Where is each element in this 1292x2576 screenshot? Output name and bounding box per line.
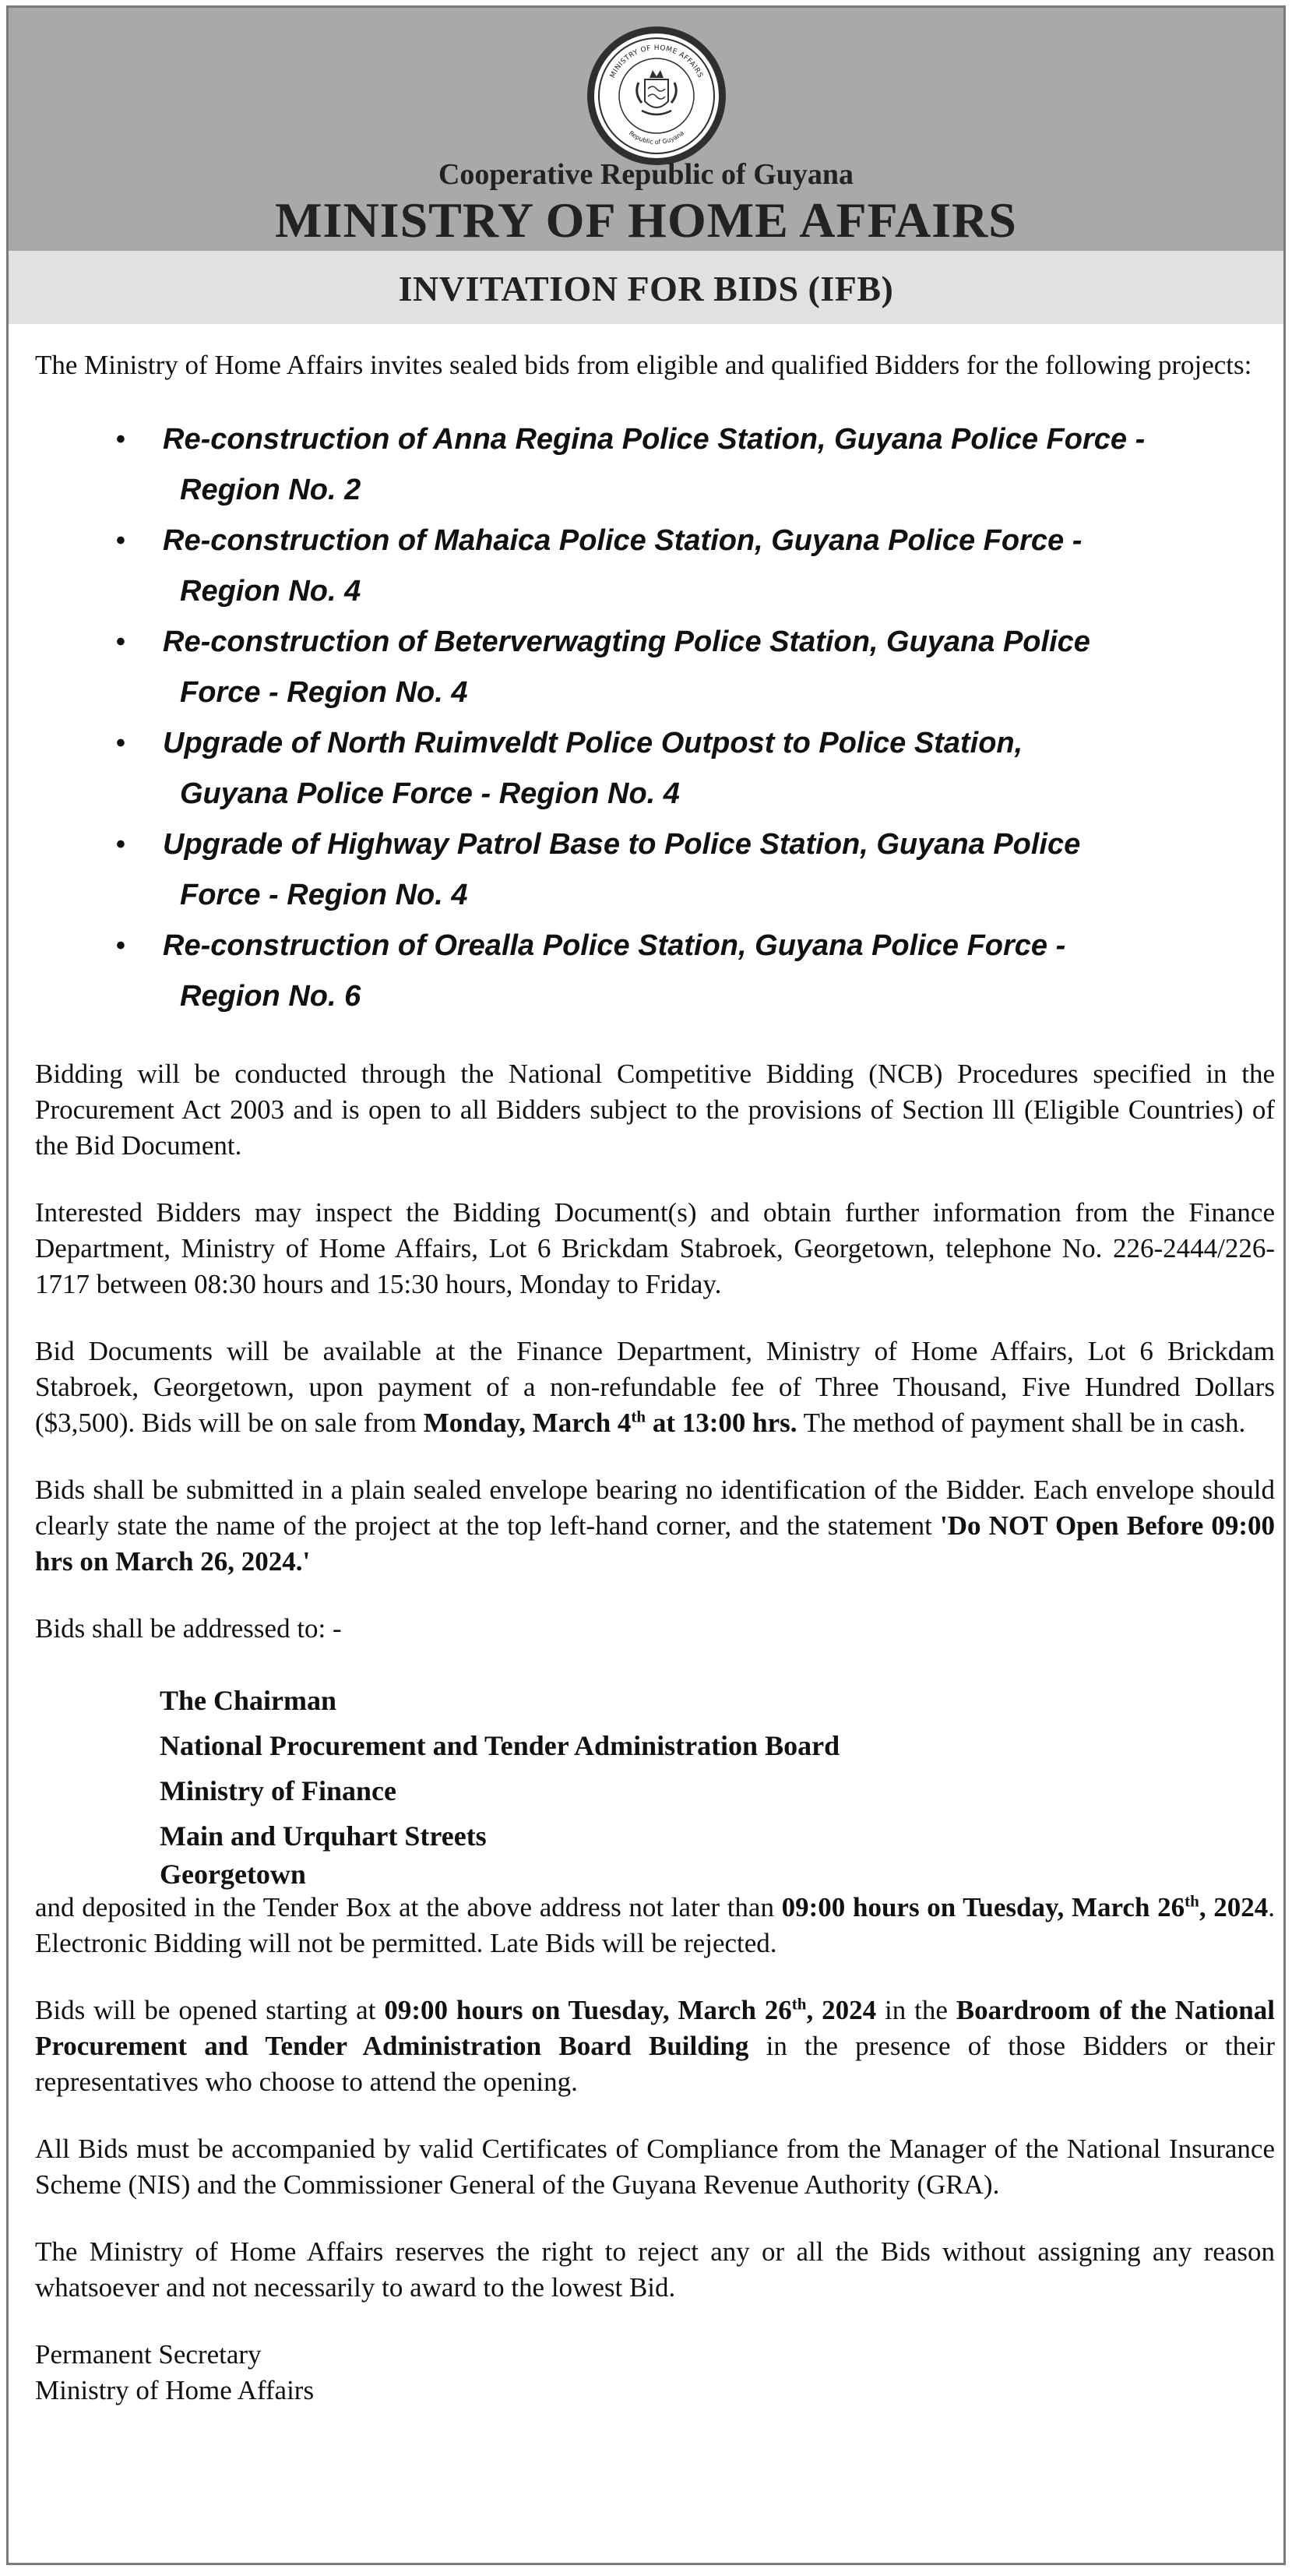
bullet-icon: • — [116, 830, 125, 859]
address-line: Ministry of Finance — [160, 1775, 396, 1806]
opening-text: Bids will be opened starting at — [35, 1995, 385, 2025]
address-line: National Procurement and Tender Administration Board — [160, 1730, 840, 1761]
notice-title: INVITATION FOR BIDS (IFB) — [398, 269, 894, 308]
seal-bottom-text: Republic of Guyana — [627, 129, 686, 146]
project-item — [116, 516, 1275, 617]
deadline-suffix: th — [1185, 1891, 1199, 1911]
ministry-seal-logo — [587, 26, 726, 165]
country-name: Cooperative Republic of Guyana — [438, 158, 854, 191]
sale-time: at 13:00 hrs. — [646, 1408, 797, 1438]
sale-date: Monday, March 4 — [423, 1408, 632, 1438]
address-line: The Chairman — [160, 1685, 337, 1716]
project-item — [116, 819, 1275, 921]
bullet-icon: • — [116, 425, 125, 454]
inspect-paragraph: Interested Bidders may inspect the Bidding Document(s) and obtain further information from the Finance Department, Ministry of Home Affairs, Lot 6 Brickdam Stabroek, Georgetown, telephone No. 226-2444/226-1717 between 08:30 hours and 15:30 hours, Monday to Friday. — [35, 1197, 1275, 1299]
reserve-paragraph: The Ministry of Home Affairs reserves the right to reject any or all the Bids without assigning any reason whatsoever and not necessarily to award to the lowest Bid. — [35, 2236, 1275, 2303]
bullet-icon: • — [116, 526, 125, 555]
project-line-1: Re-construction of Beterverwagting Police Station, Guyana Police — [163, 625, 1090, 658]
seal-top-text: MINISTRY OF HOME AFFAIRS — [609, 44, 704, 79]
payment-text: The method of payment shall be in cash. — [797, 1408, 1246, 1438]
deadline-year: , 2024 — [1199, 1892, 1269, 1922]
project-line-1: Upgrade of Highway Patrol Base to Police Station, Guyana Police — [163, 828, 1081, 861]
project-item — [116, 414, 1275, 516]
opening-paragraph — [35, 1993, 1275, 2100]
notice-body — [35, 347, 1275, 2409]
opening-suffix: th — [791, 1994, 807, 2014]
address-block — [35, 1678, 1275, 1890]
opening-year: , 2024 — [806, 1995, 877, 2025]
envelope-statement: 'Do NOT Open Before 09:00 hrs on March 26, 2024.' — [35, 1510, 1276, 1577]
project-line-2: Region No. 6 — [180, 980, 361, 1013]
project-line-1: Upgrade of North Ruimveldt Police Outpost to Police Station, — [163, 727, 1023, 759]
intro-paragraph: The Ministry of Home Affairs invites sealed bids from eligible and qualified Bidders for the following projects: — [35, 350, 1252, 380]
project-item — [116, 921, 1275, 1022]
bullet-icon: • — [116, 931, 125, 960]
deadline-date: 09:00 hours on Tuesday, March 26 — [781, 1892, 1185, 1922]
address-line: Main and Urquhart Streets — [160, 1820, 487, 1852]
signature-block — [35, 2337, 1275, 2409]
opening-date: 09:00 hours on Tuesday, March 26 — [384, 1995, 792, 2025]
documents-paragraph — [35, 1334, 1275, 1441]
signature-office: Ministry of Home Affairs — [35, 2375, 315, 2405]
ifb-notice — [6, 5, 1286, 2565]
project-line-2: Force - Region No. 4 — [180, 676, 468, 709]
project-line-1: Re-construction of Anna Regina Police Station, Guyana Police Force - — [163, 423, 1146, 456]
bidding-paragraph: Bidding will be conducted through the National Competitive Bidding (NCB) Procedures specified in the Procurement Act 2003 and is open to all Bidders subject to the provisions of Section lll (Eligible Countries) of the Bid Document. — [35, 1059, 1275, 1161]
project-line-2: Region No. 2 — [180, 474, 361, 506]
documents-text: Bid Documents will be available at the Finance Department, Ministry of Home Affairs, Lot 6 Brickdam Stabroek, Georgetown, upon payment of a non-refundable fee of Three Thousand, Five Hundred Dollars ($3,500). Bids will be on sale from — [35, 1336, 1275, 1438]
project-list — [35, 414, 1275, 1022]
deposit-text: and deposited in the Tender Box at the above address not later than — [35, 1892, 782, 1922]
seal-icon — [587, 26, 726, 165]
opening-venue: Boardroom of the National Procurement and Tender Administration Board Building — [35, 1995, 1276, 2061]
envelope-paragraph — [35, 1472, 1275, 1580]
project-line-2: Guyana Police Force - Region No. 4 — [180, 777, 680, 810]
opening-tail: in the presence of those Bidders or their representatives who choose to attend the opening. — [35, 2031, 1276, 2097]
deposit-tail: . Electronic Bidding will not be permitted. Late Bids will be rejected. — [35, 1892, 1275, 1958]
sale-date-suffix: th — [631, 1407, 646, 1426]
address-line: Georgetown — [160, 1859, 306, 1890]
project-item — [116, 617, 1275, 718]
certificates-paragraph: All Bids must be accompanied by valid Certificates of Compliance from the Manager of the National Insurance Scheme (NIS) and the Commissioner General of the Guyana Revenue Authority (GRA). — [35, 2134, 1275, 2200]
signature-title: Permanent Secretary — [35, 2339, 262, 2370]
address-intro: Bids shall be addressed to: - — [35, 1613, 342, 1644]
project-line-1: Re-construction of Orealla Police Station, Guyana Police Force - — [163, 929, 1066, 962]
project-line-2: Region No. 4 — [180, 575, 361, 608]
deposit-paragraph — [35, 1890, 1275, 1961]
ministry-name: MINISTRY OF HOME AFFAIRS — [275, 192, 1017, 248]
bullet-icon: • — [116, 627, 125, 657]
opening-in: in the — [876, 1995, 956, 2025]
project-item — [116, 718, 1275, 819]
bullet-icon: • — [116, 728, 125, 758]
envelope-text: Bids shall be submitted in a plain sealed envelope bearing no identification of the Bidder. Each envelope should clearly state the name of the project at the top left-hand corner, and the statement — [35, 1475, 1275, 1541]
project-line-2: Force - Region No. 4 — [180, 879, 468, 911]
project-line-1: Re-construction of Mahaica Police Station, Guyana Police Force - — [163, 524, 1083, 557]
